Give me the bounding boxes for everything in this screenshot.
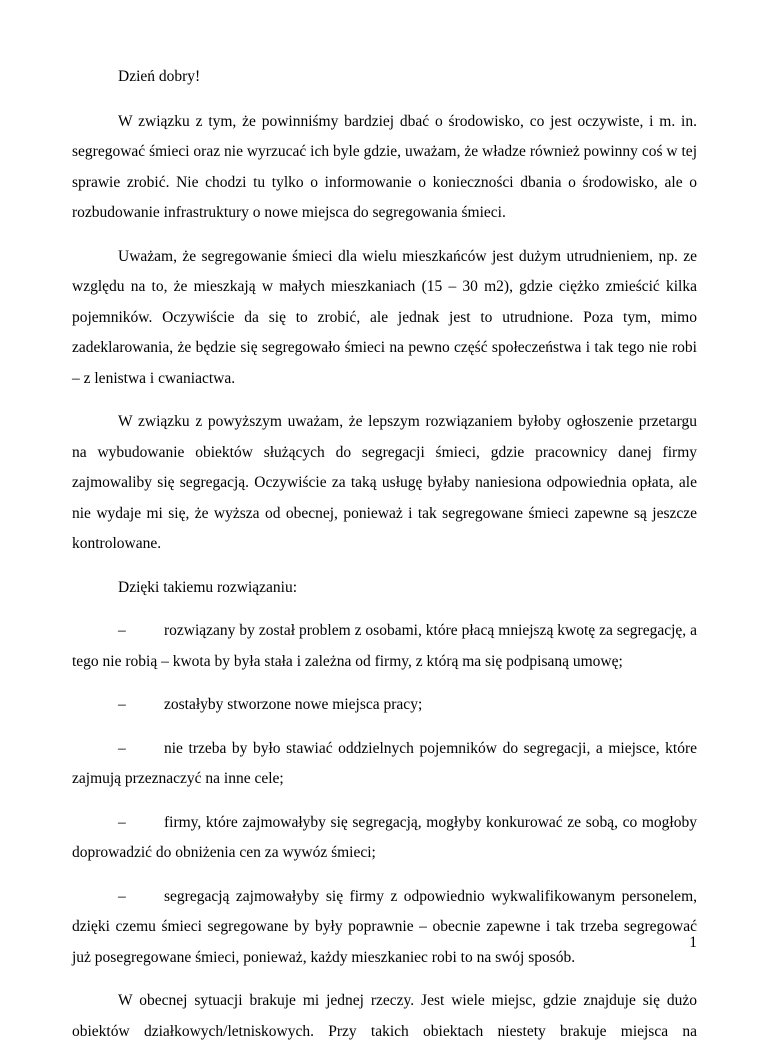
bullet-dash: – xyxy=(118,813,126,831)
bullet-item-4 xyxy=(72,808,697,869)
bullet-item-5 xyxy=(72,882,697,974)
bullet-dash: – xyxy=(118,696,126,713)
bullet-text: rozwiązany by został problem z osobami, które płacą mniejszą kwotę za segregację, a tego nie robią – kwota by była stała i zależna od firmy, z którą ma się podpisaną umowę; xyxy=(72,622,697,670)
bullet-text: nie trzeba by było stawiać oddzielnych pojemników do segregacji, a miejsce, które zajmują przeznaczyć na inne cele; xyxy=(72,739,697,787)
bullet-text: segregacją zajmowałyby się firmy z odpowiednio wykwalifikowanym personelem, dzięki czemu śmieci segregowane by były poprawnie – obecnie zapewne i tak trzeba segregować już posegregowane śmieci, ponieważ, każdy mieszkaniec robi to na swój sposób. xyxy=(72,887,697,966)
greeting: Dzień dobry! xyxy=(118,68,201,85)
paragraph-3: W związku z powyższym uważam, że lepszym rozwiązaniem byłoby ogłoszenie przetargu na wybudowanie obiektów służących do segregacji śmieci, gdzie pracownicy danej firmy zajmowaliby się segregacją. Oczywiście za taką usługę byłaby naniesiona odpowiednia opłata, ale nie wydaje mi się, że wyższa od obecnej, ponieważ i tak segregowane śmieci zapewne są jeszcze kontrolowane. xyxy=(72,413,697,552)
page-number: 1 xyxy=(689,934,697,951)
closing-paragraph: W obecnej sytuacji brakuje mi jednej rzeczy. Jest wiele miejsc, gdzie znajduje się dużo obiektów działkowych/letniskowych. Przy takich obiektach niestety brakuje miejsca na xyxy=(72,992,697,1040)
bullet-dash: – xyxy=(118,622,126,639)
bullet-item-1 xyxy=(72,616,697,677)
bullet-dash: – xyxy=(118,739,126,757)
document-page xyxy=(72,62,697,1060)
bullet-text: zostałyby stworzone nowe miejsca pracy; xyxy=(164,696,423,713)
bullet-item-2 xyxy=(72,690,697,721)
paragraph-2: Uważam, że segregowanie śmieci dla wielu mieszkańców jest dużym utrudnieniem, np. ze względu na to, że mieszkają w małych mieszkaniach (15 – 30 m2), gdzie ciężko zmieścić kilka pojemników. Oczywiście da się to zrobić, ale jednak jest to utrudnione. Poza tym, mimo zadeklarowania, że będzie się segregowało śmieci na pewno część społeczeństwa i tak tego nie robi – z lenistwa i cwaniactwa. xyxy=(72,247,697,387)
bullet-item-3 xyxy=(72,734,697,795)
paragraph-1: W związku z tym, że powinniśmy bardziej dbać o środowisko, co jest oczywiste, i m. in. segregować śmieci oraz nie wyrzucać ich byle gdzie, uważam, że władze również powinny coś w tej sprawie zrobić. Nie chodzi tu tylko o informowanie o konieczności dbania o środowisko, ale o rozbudowanie infrastruktury o nowe miejsca do segregowania śmieci. xyxy=(72,112,697,221)
bullet-text: firmy, które zajmowałyby się segregacją, mogłyby konkurować ze sobą, co mogłoby doprowadzić do obniżenia cen za wywóz śmieci; xyxy=(72,813,697,861)
paragraph-4: Dzięki takiemu rozwiązaniu: xyxy=(118,578,298,596)
bullet-dash: – xyxy=(118,887,126,905)
